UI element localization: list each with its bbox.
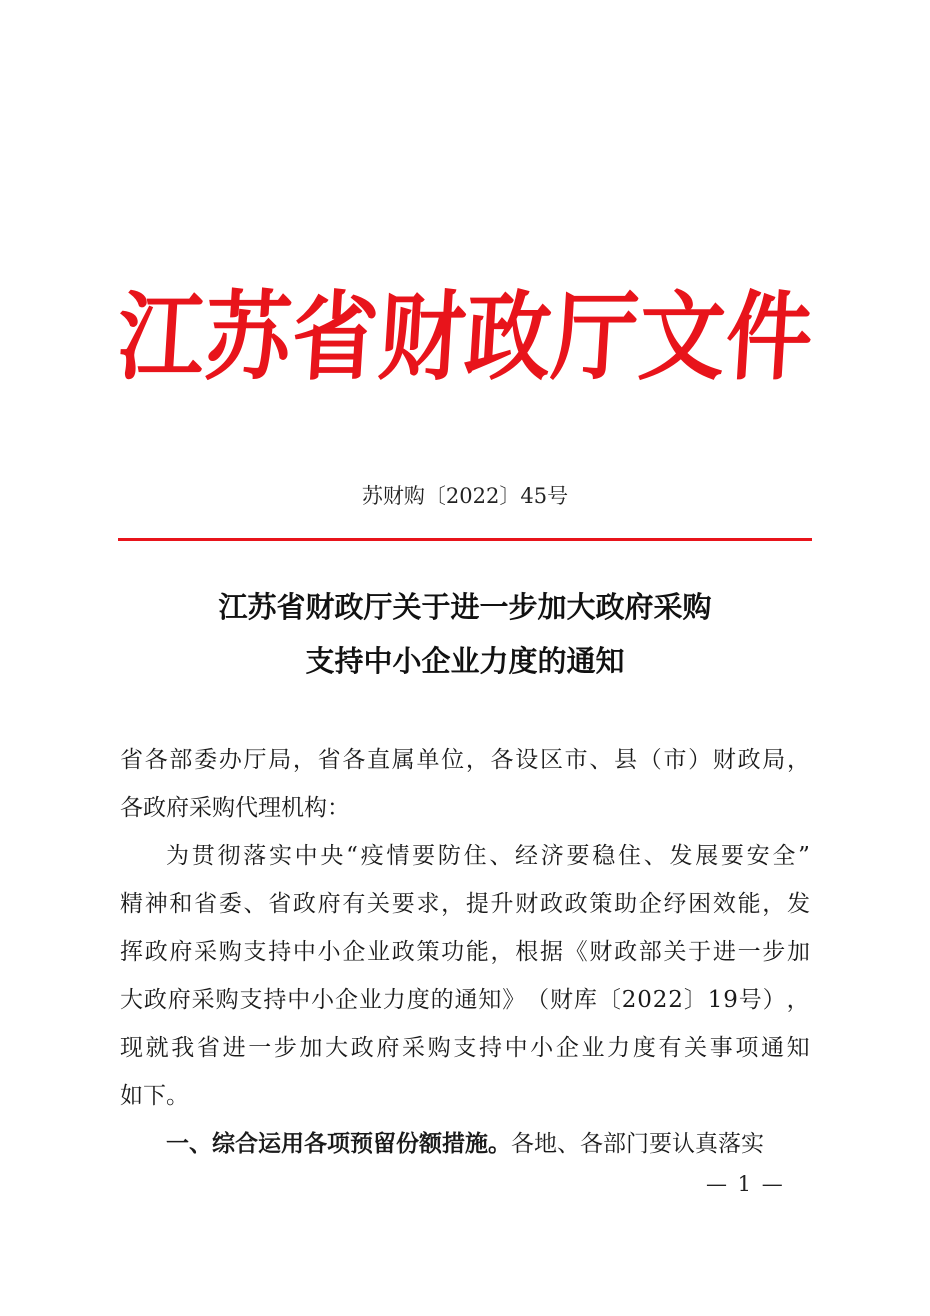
masthead-char: 件 — [722, 282, 816, 394]
title-line-1: 江苏省财政厅关于进一步加大政府采购 — [218, 590, 712, 624]
title-line-2: 支持中小企业力度的通知 — [305, 644, 625, 678]
salutation-line-1: 省 各 部 委 办 厅 局 ， 省 各 直 属 单 位 ， 各 设 区 市 、 县 （ 市 ） 财 政 局 ， — [120, 747, 810, 773]
document-title — [0, 580, 930, 688]
paragraph-1-line-3: 挥 政 府 采 购 支 持 中 小 企 业 政 策 功 能 ， 根 据 《 财 政 部 关 于 进 一 步 加 — [120, 939, 810, 965]
masthead-char: 文 — [635, 282, 729, 394]
paragraph-1-line-4: 大 政 府 采 购 支 持 中 小 企 业 力 度 的 通 知 》 （ 财 库 〔 2 0 2 2 〕 1 9 号 ） ， — [120, 987, 810, 1013]
page-number: — 1 — — [706, 1172, 785, 1196]
section-1-text: 各地、各部门要认真落实 — [511, 1131, 764, 1157]
paragraph-1-line-6: 如下。 — [120, 1083, 189, 1109]
document-number: 苏财购〔2022〕45号 — [361, 484, 569, 508]
section-1-line — [166, 1120, 810, 1168]
masthead-char: 江 — [114, 282, 208, 394]
masthead-char: 政 — [461, 282, 555, 394]
masthead-char: 省 — [288, 282, 382, 394]
section-1-heading: 一、综合运用各项预留份额措施。 — [166, 1131, 511, 1157]
masthead-char: 苏 — [201, 282, 295, 394]
paragraph-1-line-1: 为 贯 彻 落 实 中 央 “ 疫 情 要 防 住 、 经 济 要 稳 住 、 发 展 要 安 全 ” — [166, 843, 810, 869]
paragraph-1-line-5: 现 就 我 省 进 一 步 加 大 政 府 采 购 支 持 中 小 企 业 力 度 有 关 事 项 通 知 — [120, 1035, 810, 1061]
document-masthead — [114, 282, 816, 394]
masthead-char: 厅 — [548, 282, 642, 394]
red-separator-rule — [118, 538, 812, 541]
masthead-char: 财 — [375, 282, 469, 394]
paragraph-1-line-2: 精 神 和 省 委 、 省 政 府 有 关 要 求 ， 提 升 财 政 政 策 助 企 纾 困 效 能 ， 发 — [120, 891, 810, 917]
salutation-line-2: 各政府采购代理机构： — [120, 795, 350, 821]
